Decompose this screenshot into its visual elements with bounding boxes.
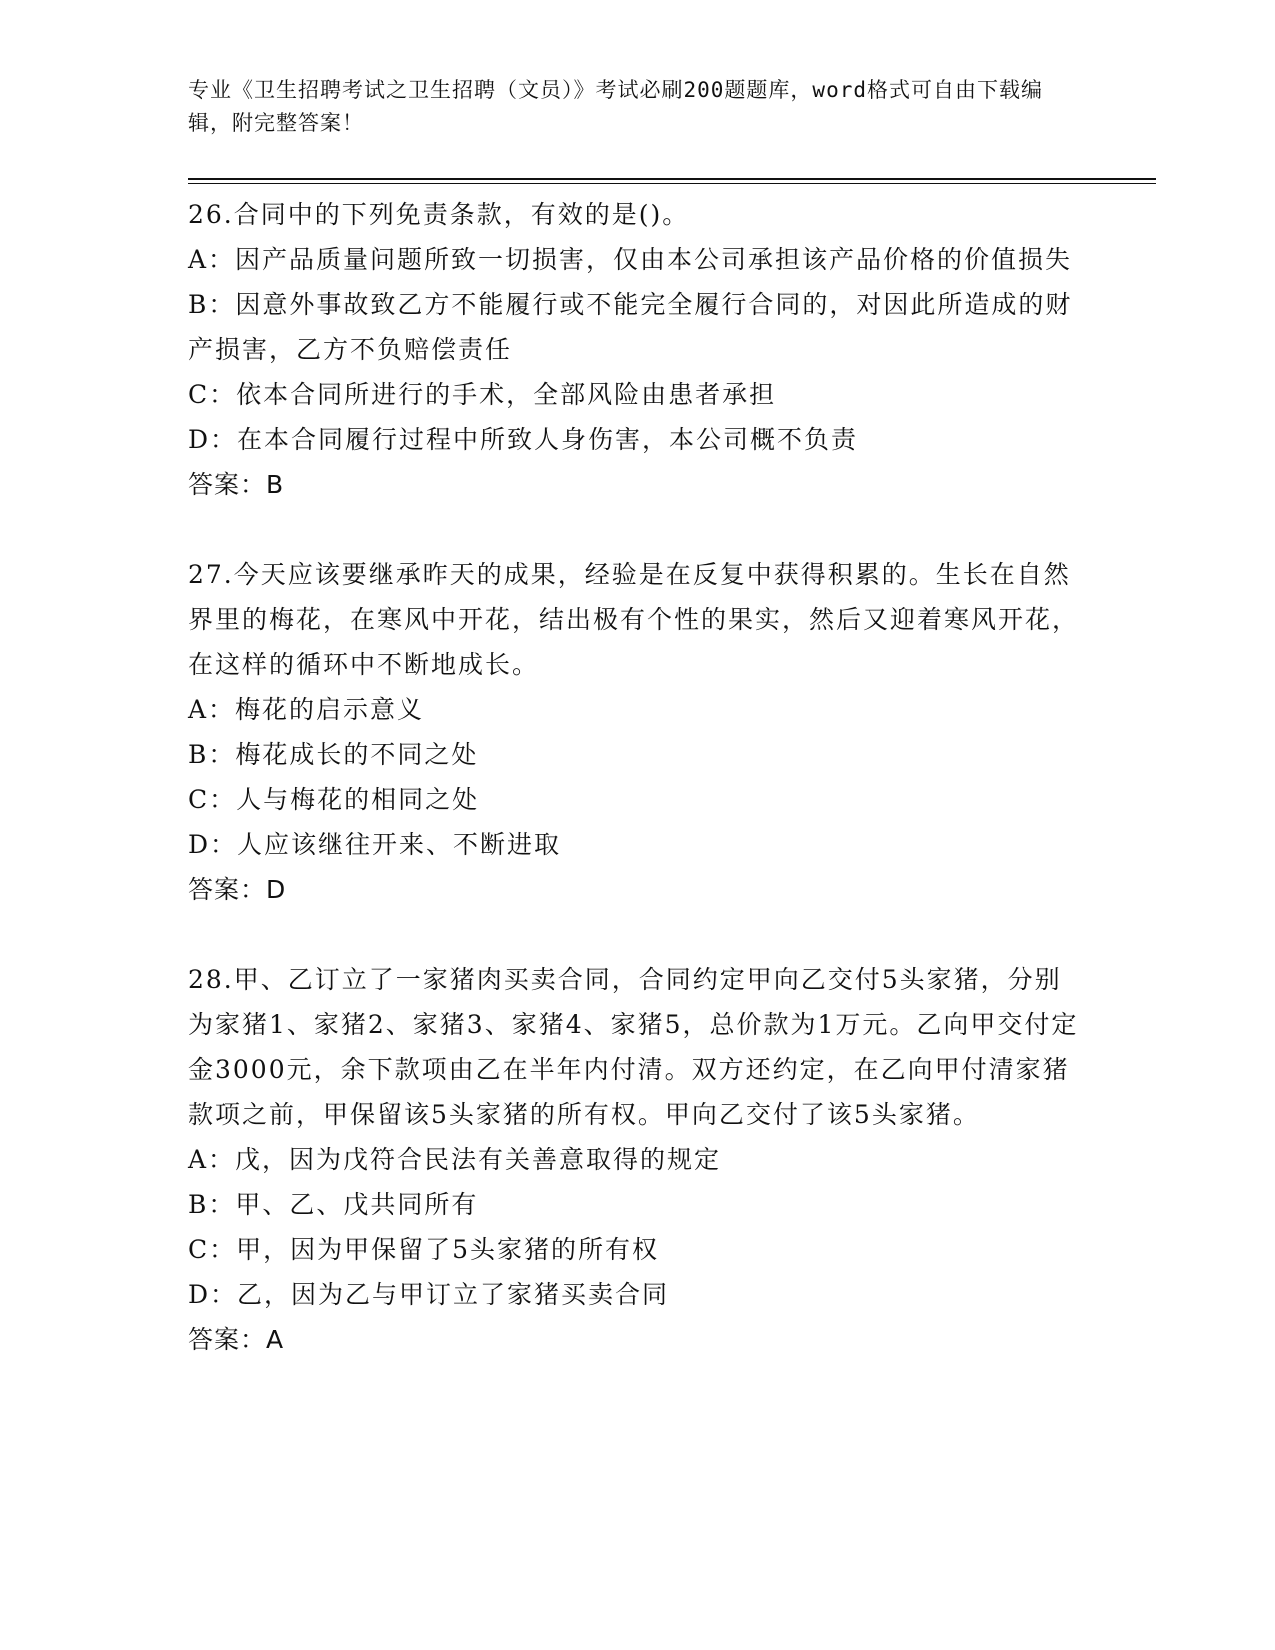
option-a: A：戊，因为戊符合民法有关善意取得的规定 (188, 1145, 722, 1174)
question-list (188, 192, 1088, 1407)
question-stem: 28.甲、乙订立了一家猪肉买卖合同，合同约定甲向乙交付5头家猪，分别为家猪1、家猪2、家猪3、家猪4、家猪5，总价款为1万元。乙向甲交付定金3000元，余下款项由乙在半年内付清。双方还约定，在乙向甲付清家猪款项之前，甲保留该5头家猪的所有权。甲向乙交付了该5头家猪。 (188, 965, 1079, 1129)
question-28 (188, 957, 1088, 1362)
option-c: C：甲，因为甲保留了5头家猪的所有权 (188, 1235, 660, 1264)
header-divider-thin (188, 183, 1156, 184)
option-d: D：人应该继往开来、不断进取 (188, 830, 562, 859)
option-b: B：因意外事故致乙方不能履行或不能完全履行合同的，对因此所造成的财产损害，乙方不负赔偿责任 (188, 290, 1073, 364)
answer-line: 答案：D (188, 875, 287, 904)
option-c: C：依本合同所进行的手术，全部风险由患者承担 (188, 380, 777, 409)
question-26 (188, 192, 1088, 507)
header-divider (188, 178, 1156, 180)
question-stem: 27.今天应该要继承昨天的成果，经验是在反复中获得积累的。生长在自然界里的梅花，在寒风中开花，结出极有个性的果实，然后又迎着寒风开花，在这样的循环中不断地成长。 (188, 560, 1080, 679)
question-27 (188, 552, 1088, 912)
option-b: B：甲、乙、戊共同所有 (188, 1190, 479, 1219)
answer-line: 答案：A (188, 1325, 285, 1354)
option-d: D：乙，因为乙与甲订立了家猪买卖合同 (188, 1280, 670, 1309)
option-a: A：因产品质量问题所致一切损害，仅由本公司承担该产品价格的价值损失 (188, 245, 1073, 274)
option-a: A：梅花的启示意义 (188, 695, 425, 724)
document-header: 专业《卫生招聘考试之卫生招聘（文员）》考试必刷200题题库，word格式可自由下载编辑，附完整答案！ (188, 78, 1043, 135)
question-stem: 26.合同中的下列免责条款，有效的是()。 (188, 200, 690, 229)
option-c: C：人与梅花的相同之处 (188, 785, 480, 814)
option-b: B：梅花成长的不同之处 (188, 740, 479, 769)
answer-line: 答案：B (188, 470, 285, 499)
option-d: D：在本合同履行过程中所致人身伤害，本公司概不负责 (188, 425, 859, 454)
